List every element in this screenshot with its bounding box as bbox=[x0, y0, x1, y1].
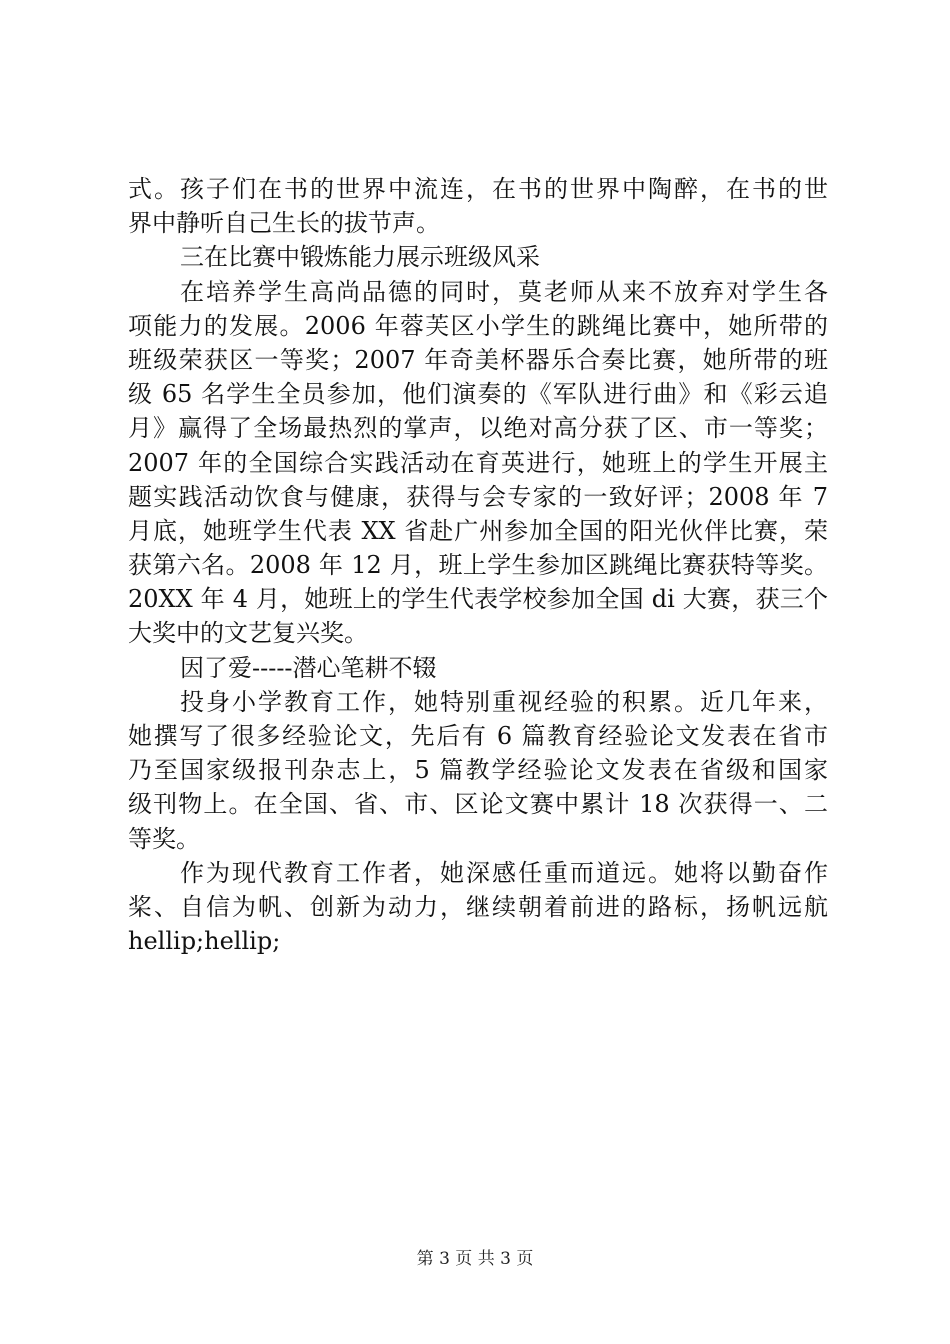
text-line: 乃至国家级报刊杂志上，5 篇教学经验论文发表在省级和国家 bbox=[128, 756, 828, 785]
text-line: hellip;hellip; bbox=[128, 927, 281, 956]
paragraph-first-line: 在培养学生高尚品德的同时，莫老师从来不放弃对学生各 bbox=[180, 277, 828, 306]
text-line: 桨、自信为帆、创新为动力，继续朝着前进的路标，扬帆远航 bbox=[128, 892, 828, 921]
text-line: 题实践活动饮食与健康，获得与会专家的一致好评；2008 年 7 bbox=[128, 482, 828, 511]
page-number-footer: 第 3 页 共 3 页 bbox=[416, 1249, 534, 1269]
text-line: 2007 年的全国综合实践活动在育英进行，她班上的学生开展主 bbox=[128, 448, 828, 477]
text-line: 式。孩子们在书的世界中流连，在书的世界中陶醉，在书的世 bbox=[128, 175, 828, 203]
text-line: 获第六名。2008 年 12 月，班上学生参加区跳绳比赛获特等奖。 bbox=[128, 551, 828, 580]
paragraph-first-line: 投身小学教育工作，她特别重视经验的积累。近几年来， bbox=[180, 687, 828, 716]
text-line: 级刊物上。在全国、省、市、区论文赛中累计 18 次获得一、二 bbox=[128, 790, 828, 819]
text-line: 级 65 名学生全员参加，他们演奏的《军队进行曲》和《彩云追 bbox=[128, 380, 828, 409]
body-text bbox=[128, 172, 828, 958]
text-line: 等奖。 bbox=[128, 824, 200, 853]
text-line: 班级荣获区一等奖；2007 年奇美杯器乐合奏比赛，她所带的班 bbox=[128, 345, 828, 374]
text-line: 界中静听自己生长的拔节声。 bbox=[128, 209, 440, 238]
section-heading: 因了爱-----潜心笔耕不辍 bbox=[180, 653, 437, 682]
text-line: 20XX 年 4 月，她班上的学生代表学校参加全国 di 大赛，获三个 bbox=[128, 585, 828, 614]
text-line: 月底，她班学生代表 XX 省赴广州参加全国的阳光伙伴比赛，荣 bbox=[128, 516, 828, 545]
text-line: 大奖中的文艺复兴奖。 bbox=[128, 619, 368, 648]
paragraph-first-line: 作为现代教育工作者，她深感任重而道远。她将以勤奋作 bbox=[180, 858, 828, 887]
section-heading: 三在比赛中锻炼能力展示班级风采 bbox=[180, 243, 540, 272]
text-line: 她撰写了很多经验论文，先后有 6 篇教育经验论文发表在省市 bbox=[128, 722, 828, 750]
text-line: 月》赢得了全场最热烈的掌声，以绝对高分获了区、市一等奖； bbox=[128, 414, 828, 443]
text-line: 项能力的发展。2006 年蓉芙区小学生的跳绳比赛中，她所带的 bbox=[128, 311, 828, 340]
